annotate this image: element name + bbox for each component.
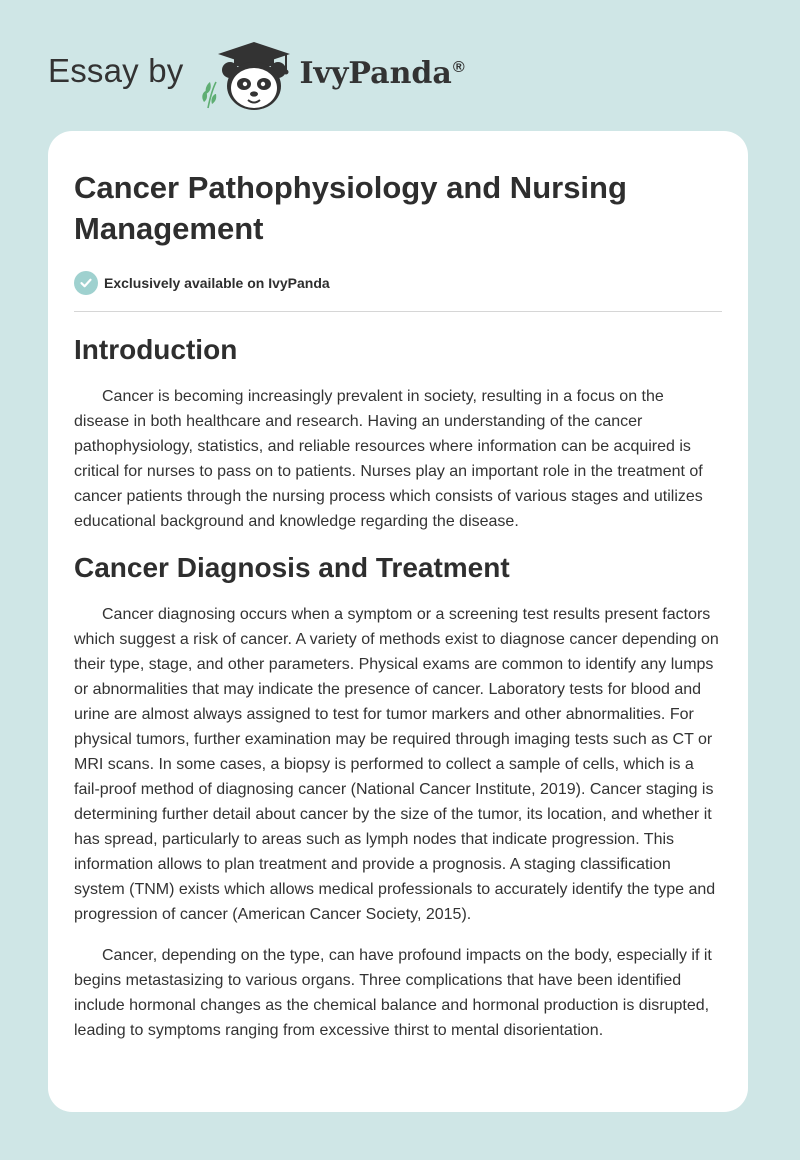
paragraph: Cancer diagnosing occurs when a symptom or a screening test results present factors which suggest a risk of cancer. A variety of methods exist to diagnose cancer depending on their type, stage, and other parameters. Physical exams are common to identify any lumps or abnormalities that may indicate the presence of cancer. Laboratory tests for blood and urine are almost always assigned to test for tumor markers and other abnormalities. For physical tumors, further examination may be required through imaging tests such as CT or MRI scans. In some cases, a biopsy is performed to collect a sample of cells, which is a fail-proof method of diagnosing cancer (National Cancer Institute, 2019). Cancer staging is determining further detail about cancer by the size of the tumor, its location, and whether it has spread, particularly to areas such as lymph nodes that indicate progression. This information allows to plan treatment and provide a prognosis. A staging classification system (TNM) exists which allows medical professionals to accurately identify the type and progression of cancer (American Cancer Society, 2015). (74, 606, 719, 923)
brand-header[interactable] (48, 36, 465, 112)
section-introduction (74, 332, 722, 534)
registered-mark: ® (452, 58, 465, 76)
exclusive-label: Exclusively available on IvyPanda (104, 275, 330, 291)
article-title: Cancer Pathophysiology and Nursing Management (74, 170, 627, 246)
panda-graduate-logo-icon (198, 36, 294, 112)
section-heading: Introduction (74, 334, 238, 365)
check-circle-icon (74, 271, 98, 295)
title-divider (74, 311, 722, 312)
section-heading: Cancer Diagnosis and Treatment (74, 552, 510, 583)
exclusive-badge (74, 269, 722, 297)
brand-name (300, 56, 465, 91)
brand-prefix: Essay by (48, 52, 184, 89)
section-diagnosis-treatment (74, 550, 722, 1043)
paragraph: Cancer, depending on the type, can have profound impacts on the body, especially if it begins metastasizing to various organs. Three complications that have been identified include hormonal changes as the chemical balance and hormonal production is disrupted, leading to symptoms ranging from excessive thirst to mental disorientation. (74, 947, 712, 1039)
article-card (48, 131, 748, 1112)
brand-name-text: IvyPanda (299, 55, 452, 91)
paragraph: Cancer is becoming increasingly prevalent in society, resulting in a focus on the disease in both healthcare and research. Having an understanding of the cancer pathophysiology, statistics, and reliable resources where information can be acquired is critical for nurses to pass on to patients. Nurses play an important role in the treatment of cancer patients through the nursing process which consists of various stages and utilizes educational background and knowledge regarding the disease. (74, 388, 703, 530)
